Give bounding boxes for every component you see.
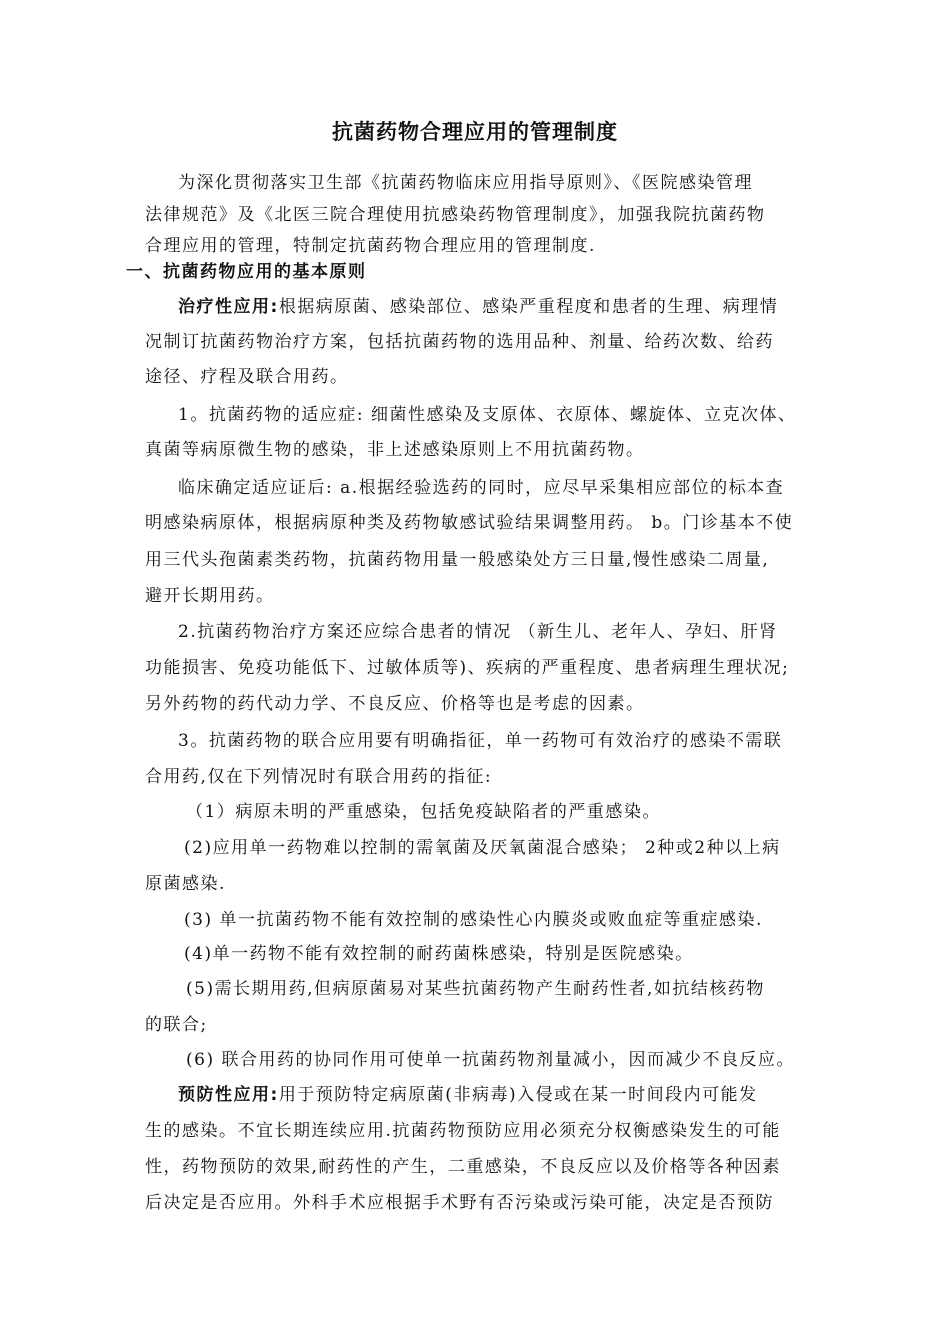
bold-label: 预防性应用: <box>178 1085 279 1105</box>
section-heading: 一、抗菌药物应用的基本原则 <box>126 262 367 282</box>
list-item: (3) 单一抗菌药物不能有效控制的感染性心内膜炎或败血症等重症感染. <box>184 910 763 930</box>
paragraph-line: 合用药,仅在下列情况时有联合用药的指征: <box>145 767 493 787</box>
list-item: (4)单一药物不能有效控制的耐药菌株感染，特别是医院感染。 <box>184 944 694 964</box>
paragraph-line: 另外药物的药代动力学、不良反应、价格等也是考虑的因素。 <box>145 694 645 714</box>
list-item: (5)需长期用药,但病原菌易对某些抗菌药物产生耐药性者,如抗结核药物 <box>186 979 765 999</box>
paragraph-line: 预防性应用:用于预防特定病原菌(非病毒)入侵或在某一时间段内可能发 <box>178 1085 758 1105</box>
paragraph-line: 功能损害、免疫功能低下、过敏体质等)、疾病的严重程度、患者病理生理状况; <box>145 658 790 678</box>
bold-label: 治疗性应用: <box>178 297 279 317</box>
paragraph-line: 合理应用的管理，特制定抗菌药物合理应用的管理制度. <box>145 236 596 256</box>
paragraph-line: 真菌等病原微生物的感染，非上述感染原则上不用抗菌药物。 <box>145 440 645 460</box>
paragraph-line: 法律规范》及《北医三院合理使用抗感染药物管理制度》，加强我院抗菌药物 <box>145 205 766 225</box>
paragraph-line: 明感染病原体，根据病原种类及药物敏感试验结果调整用药。 b。门诊基本不使 <box>145 513 794 533</box>
paragraph-line: 后决定是否应用。外科手术应根据手术野有否污染或污染可能，决定是否预防 <box>145 1193 774 1213</box>
paragraph-line: 用三代头孢菌素类药物，抗菌药物用量一般感染处方三日量,慢性感染二周量, <box>145 550 770 570</box>
paragraph-line: 2.抗菌药物治疗方案还应综合患者的情况 （新生儿、老年人、孕妇、肝肾 <box>178 622 778 642</box>
paragraph-line: 治疗性应用:根据病原菌、感染部位、感染严重程度和患者的生理、病理情 <box>178 297 779 317</box>
paragraph-line: 临床确定适应证后: a.根据经验选药的同时，应尽早采集相应部位的标本查 <box>178 478 785 498</box>
paragraph-line: 3。抗菌药物的联合应用要有明确指征，单一药物可有效治疗的感染不需联 <box>178 731 783 751</box>
list-item: （1）病原未明的严重感染，包括免疫缺陷者的严重感染。 <box>186 802 661 822</box>
paragraph-line: 的联合; <box>145 1015 208 1035</box>
paragraph-line: 况制订抗菌药物治疗方案，包括抗菌药物的选用品种、剂量、给药次数、给药 <box>145 332 774 352</box>
document-title: 抗菌药物合理应用的管理制度 <box>332 120 618 144</box>
paragraph-line: 性，药物预防的效果,耐药性的产生，二重感染，不良反应以及价格等各种因素 <box>145 1157 781 1177</box>
list-item: (6) 联合用药的协同作用可使单一抗菌药物剂量减小，因而减少不良反应。 <box>186 1050 795 1070</box>
paragraph-line: 为深化贯彻落实卫生部《抗菌药物临床应用指导原则》、《医院感染管理 <box>178 173 753 193</box>
paragraph-line: 1。抗菌药物的适应症: 细菌性感染及支原体、衣原体、螺旋体、立克次体、 <box>178 405 797 425</box>
paragraph-line: 途径、疗程及联合用药。 <box>145 367 349 387</box>
paragraph-line: 原菌感染. <box>145 874 226 894</box>
list-item: (2)应用单一药物难以控制的需氧菌及厌氧菌混合感染； 2种或2种以上病 <box>184 838 781 858</box>
paragraph-line: 避开长期用药。 <box>145 586 275 606</box>
paragraph-line: 生的感染。不宜长期连续应用.抗菌药物预防应用必须充分权衡感染发生的可能 <box>145 1121 781 1141</box>
